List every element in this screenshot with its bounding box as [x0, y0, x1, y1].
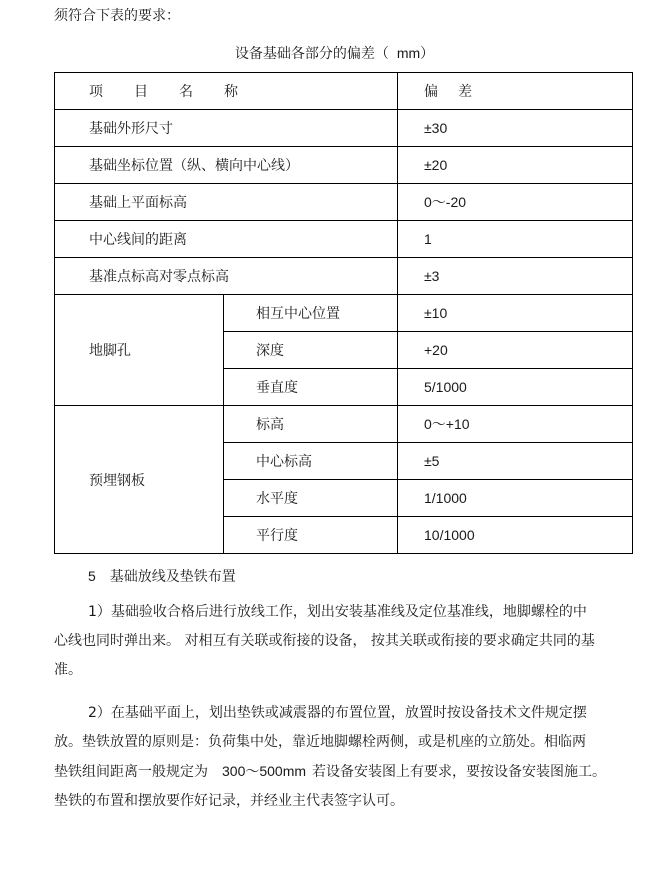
table-header-row [55, 73, 633, 110]
header-item-name [55, 73, 398, 110]
header-name-char: 名 [179, 84, 193, 100]
row-deviation: ±5 [398, 443, 633, 480]
section-number: 5 [88, 568, 96, 584]
row-item: 深度 [224, 332, 398, 369]
table-row [55, 258, 633, 295]
header-name-char: 项 [89, 84, 103, 100]
row-item: 相互中心位置 [224, 295, 398, 332]
table-row [55, 110, 633, 147]
paragraph-2-line-3-b: 300～500mm [222, 763, 307, 779]
paragraph-1 [54, 598, 614, 685]
header-name-char: 称 [224, 84, 238, 100]
group-name-anchor-bolt-hole: 地脚孔 [55, 295, 224, 406]
paragraph-2-line-3-c: 若设备安装图上有要求，要按设备安装图施工。 [312, 764, 607, 780]
header-deviation-char: 差 [458, 83, 472, 99]
deviation-table [54, 72, 633, 554]
section-heading [88, 566, 236, 587]
row-deviation: 1/1000 [398, 480, 633, 517]
table-row [55, 295, 633, 332]
row-name: 基础外形尺寸 [55, 110, 398, 147]
table-row [55, 406, 633, 443]
row-deviation: 0～+10 [398, 406, 633, 443]
table-caption [0, 43, 669, 64]
row-name: 中心线间的距离 [55, 221, 398, 258]
row-item: 中心标高 [224, 443, 398, 480]
table-caption-title: 设备基础各部分的偏差（ [234, 46, 389, 62]
row-deviation: 0～-20 [398, 184, 633, 221]
table-row [55, 184, 633, 221]
paragraph-1-line-2: 心线也同时弹出来。 对相互有关联或衔接的设备， 按其关联或衔接的要求确定共同的基 [54, 633, 595, 649]
header-name-char: 目 [134, 84, 148, 100]
row-deviation: 5/1000 [398, 369, 633, 406]
paragraph-2-line-1: 2）在基础平面上，划出垫铁或减震器的布置位置，放置时按设备技术文件规定摆 [88, 705, 587, 721]
row-deviation: ±20 [398, 147, 633, 184]
group-name-embedded-plate: 预埋钢板 [55, 406, 224, 554]
header-deviation-char: 偏 [424, 83, 438, 99]
row-item: 标高 [224, 406, 398, 443]
row-item: 平行度 [224, 517, 398, 554]
row-deviation: ±30 [398, 110, 633, 147]
row-name: 基础上平面标高 [55, 184, 398, 221]
paragraph-1-line-1: 1）基础验收合格后进行放线工作，划出安装基准线及定位基准线，地脚螺栓的中 [88, 604, 587, 620]
paragraph-2-line-2: 放。垫铁放置的原则是：负荷集中处，靠近地脚螺栓两侧，或是机座的立筋处。相临两 [54, 734, 586, 750]
paragraph-2-line-3-a: 垫铁组间距离一般规定为 [54, 764, 208, 780]
paragraph-1-line-3: 准。 [54, 662, 82, 678]
row-deviation: 10/1000 [398, 517, 633, 554]
row-deviation: ±3 [398, 258, 633, 295]
section-title: 基础放线及垫铁布置 [109, 569, 236, 585]
header-deviation [398, 73, 633, 110]
table-caption-unit: mm） [396, 45, 435, 61]
row-deviation: ±10 [398, 295, 633, 332]
row-item: 水平度 [224, 480, 398, 517]
paragraph-2-line-4: 垫铁的布置和摆放要作好记录，并经业主代表签字认可。 [54, 793, 404, 809]
row-name: 基准点标高对零点标高 [55, 258, 398, 295]
paragraph-2 [54, 699, 614, 816]
row-deviation: +20 [398, 332, 633, 369]
row-name: 基础坐标位置（纵、横向中心线） [55, 147, 398, 184]
table-row [55, 221, 633, 258]
intro-text: 须符合下表的要求： [54, 8, 180, 24]
table-row [55, 147, 633, 184]
paragraph-2-line-3 [54, 757, 614, 787]
row-item: 垂直度 [224, 369, 398, 406]
row-deviation: 1 [398, 221, 633, 258]
